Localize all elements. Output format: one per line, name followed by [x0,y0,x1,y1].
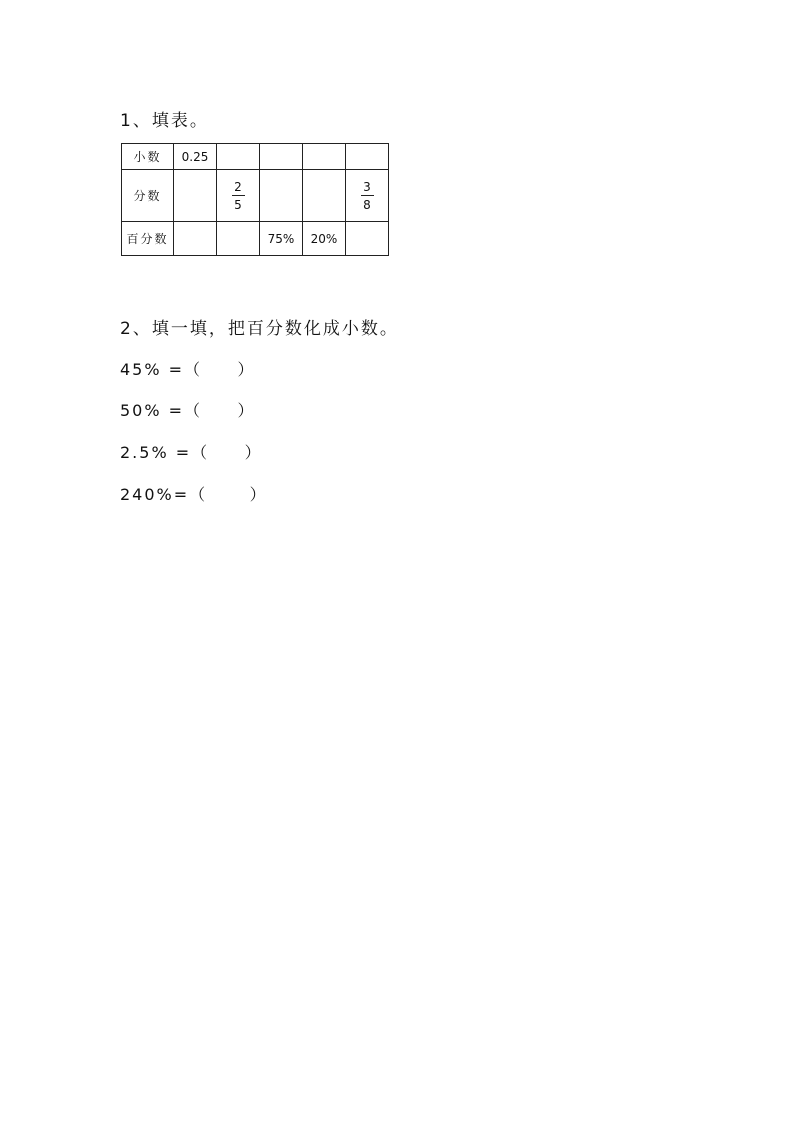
table-cell[interactable] [217,144,260,170]
table-cell[interactable] [174,170,217,222]
table-cell[interactable]: 75% [260,222,303,256]
question-1-title: 1、填表。 [120,111,209,131]
table-cell[interactable] [174,222,217,256]
fraction-numerator: 2 [234,180,242,194]
conversion-line[interactable]: 50% =（ ） [120,401,256,420]
table-cell[interactable] [217,170,260,222]
table-cell[interactable] [303,144,346,170]
table-row-percent [122,222,389,256]
table-cell[interactable] [346,222,389,256]
conversion-line[interactable]: 2.5% =（ ） [120,443,263,462]
table-cell[interactable] [217,222,260,256]
table-cell[interactable] [260,144,303,170]
table-row-fraction [122,170,389,222]
question-2-title: 2、填一填，把百分数化成小数。 [120,319,399,339]
table-cell[interactable]: 20% [303,222,346,256]
table-cell[interactable] [346,170,389,222]
table-cell[interactable] [346,144,389,170]
table-cell[interactable] [260,170,303,222]
fraction-numerator: 3 [363,180,371,194]
conversion-line[interactable]: 45% =（ ） [120,360,256,379]
fraction [361,181,374,211]
fill-in-table [121,143,389,256]
table-cell[interactable] [303,170,346,222]
fraction-denominator: 8 [363,198,371,212]
fraction-denominator: 5 [234,198,242,212]
row-label-percent: 百分数 [122,222,174,256]
table-row-decimal [122,144,389,170]
row-label-decimal: 小数 [122,144,174,170]
fraction [232,181,245,211]
table-cell[interactable]: 0.25 [174,144,217,170]
row-label-fraction: 分数 [122,170,174,222]
conversion-line[interactable]: 240%=（ ） [120,485,268,504]
